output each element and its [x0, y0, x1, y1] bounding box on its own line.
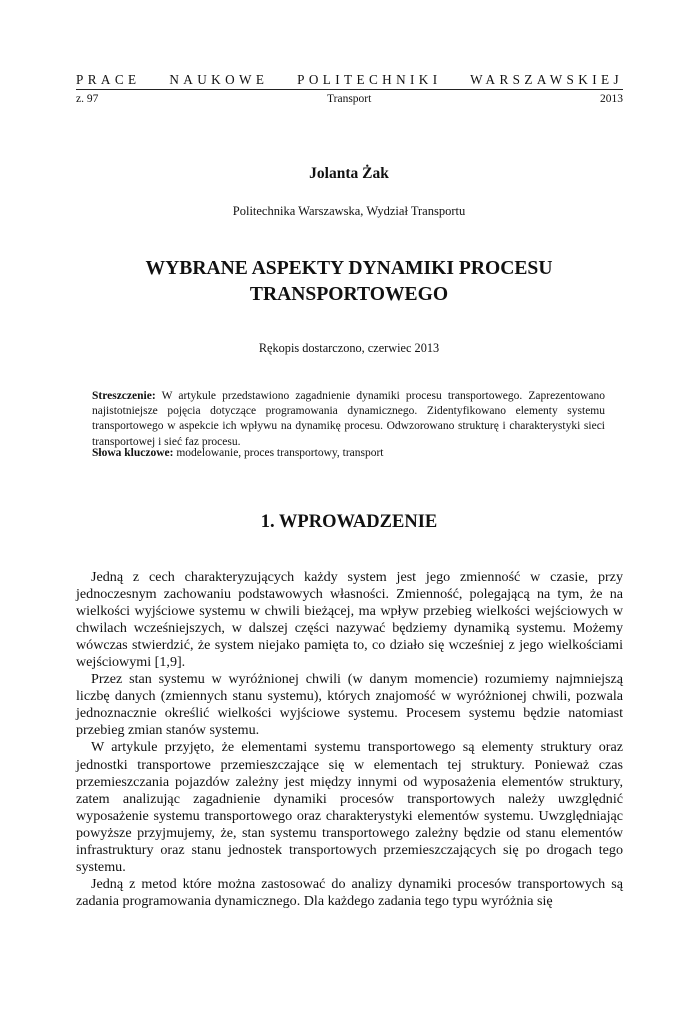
section-heading: 1. WPROWADZENIE [260, 512, 438, 532]
abstract-text: W artykule przedstawiono zagadnienie dynamiki procesu transportowego. Zaprezentowano najistotniejsze pojęcia dotyczące programowania dynamicznego. Zidentyfikowano elementy systemu transportowego w aspekcie ich wpływu na dynamikę procesu. Odwzorowano strukturę i charakterystyki sieci transportowej i sieć faz procesu. [92, 390, 605, 448]
keywords-text: modelowanie, proces transportowy, transport [173, 447, 384, 459]
journal-header-row [76, 93, 623, 105]
body-paragraph-4: Jedną z metod które można zastosować do analizy dynamiki procesów transportowych są zadania programowania dynamicznego. Dla każdego zadania tego typu wyróżnia się [76, 875, 623, 909]
paper-title-line-1: WYBRANE ASPEKTY DYNAMIKI PROCESU [145, 258, 553, 279]
keywords [92, 446, 605, 461]
journal-year: 2013 [599, 93, 623, 105]
body-paragraph-3: W artykule przyjęto, że elementami systemu transportowego są elementy struktury oraz jednostki transportowe przemieszczające się w elementach tej struktury. Ponieważ czas przemieszczania pojazdów zależny jest między innymi od wyposażenia elementów struktury, zatem analizując zagadnienie dynamiki procesów transportowych należy uwzględnić wyposażenie systemu transportowego oraz charakterystyki elementów systemu. Uwzględniając powyższe przyjmujemy, że, stan systemu transportowego zależny będzie od stanu elementów infrastruktury oraz stanu jednostek transportowych przemieszczających się po drogach tego systemu. [76, 739, 623, 875]
paper-title [0, 256, 698, 308]
body-paragraph-1: Jedną z cech charakteryzujących każdy system jest jego zmienność w czasie, przy jednoczesnym zachowaniu podstawowych własności. Zmienność, polegającą na tym, że na wielkości wyjściowe systemu w chwili bieżącej, ma wpływ przebieg wielkości wejściowych w chwilach wcześniejszych, w dalszej części nazywać będziemy dynamiką systemu. Możemy wówczas stwierdzić, że system niejako pamięta to, co działo się wcześniej z jego wielkościami wejściowymi [1,9]. [76, 569, 623, 671]
author-affiliation: Politechnika Warszawska, Wydział Transportu [232, 204, 466, 218]
header-divider [76, 89, 623, 90]
manuscript-received: Rękopis dostarczono, czerwiec 2013 [258, 341, 440, 355]
journal-series-title: PRACE NAUKOWE POLITECHNIKI WARSZAWSKIEJ [76, 72, 623, 87]
journal-volume: z. 97 [76, 93, 99, 105]
section-body [76, 569, 623, 910]
paper-title-line-2: TRANSPORTOWEGO [249, 284, 449, 305]
author-name: Jolanta Żak [309, 165, 389, 182]
abstract [92, 389, 605, 450]
body-paragraph-2: Przez stan systemu w wyróżnionej chwili (w danym momencie) rozumiemy najmniejszą liczbę danych (zmiennych stanu systemu), których znajomość w wyróżnionej chwili, pozwala jednoznacznie określić wielkości wyjściowe systemu. Procesem systemu będzie natomiast przebieg zmian stanów systemu. [76, 671, 623, 739]
journal-category: Transport [327, 93, 372, 105]
keywords-label: Słowa kluczowe: [92, 447, 174, 459]
abstract-label: Streszczenie: [92, 390, 156, 402]
